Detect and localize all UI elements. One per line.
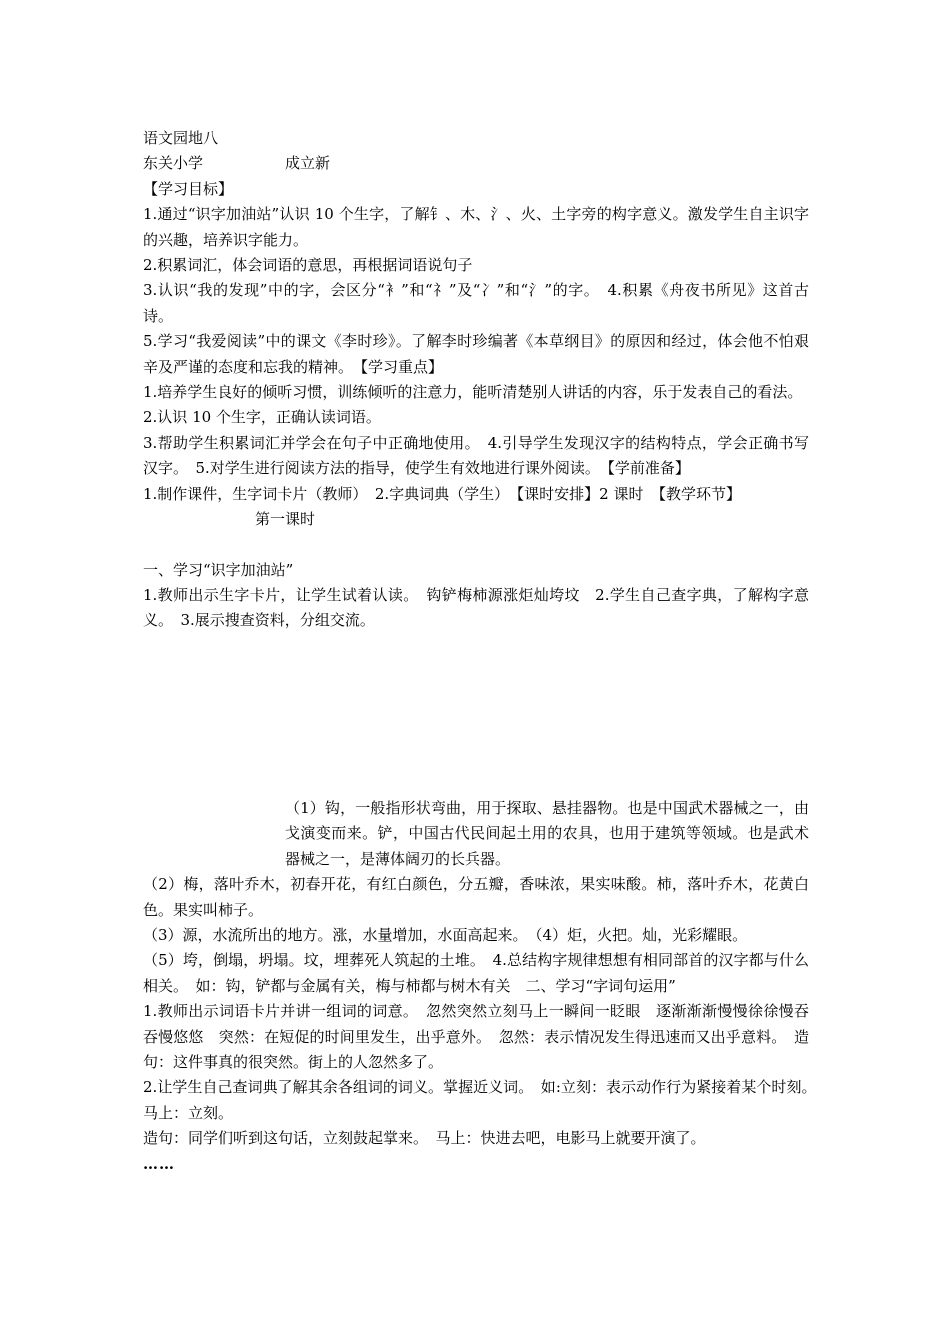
author-name: 成立新 xyxy=(285,154,331,173)
paragraph: 1.通过“识字加油站”认识 10 个生字，了解钅、木、氵、火、土字旁的构字意义。激发学生自主识字的兴趣，培养识字能力。 xyxy=(143,205,809,249)
lesson-heading: 第一课时 xyxy=(255,510,316,529)
paragraph: （5）垮，倒塌，坍塌。坟，埋葬死人筑起的土堆。 4.总结构字规律想想有相同部首的汉字都与什么相关。 如：钩，铲都与金属有关，梅与柿都与树木有关 二、学习“字词句运用” xyxy=(143,951,809,995)
document-body-bottom xyxy=(143,796,825,1177)
doc-byline xyxy=(143,151,809,176)
paragraph: 1.教师出示生字卡片，让学生试着认读。 钩铲梅柿源涨炬灿垮坟 2.学生自己查字典，了解构字意义。 3.展示搜查资料，分组交流。 xyxy=(143,585,809,630)
school-name: 东关小学 xyxy=(143,154,204,173)
paragraph: （2）梅，落叶乔木，初春开花，有红白颜色，分五瓣，香味浓，果实味酸。柿，落叶乔木，花黄白色。果实叫柿子。 xyxy=(143,875,809,919)
paragraph: 2.认识 10 个生字，正确认读词语。 xyxy=(143,408,381,427)
ellipsis: …… xyxy=(143,1154,175,1173)
paragraph: 【学习目标】 xyxy=(143,179,234,198)
paragraph: 1.培养学生良好的倾听习惯，训练倾听的注意力，能听清楚别人讲话的内容，乐于发表自己的看法。 xyxy=(143,383,803,402)
paragraph: 2.积累词汇，体会词语的意思，再根据词语说句子 xyxy=(143,256,473,275)
paragraph: （1）钩，一般指形状弯曲，用于探取、悬挂器物。也是中国武术器械之一，由戈演变而来。铲，中国古代民间起土用的农具，也用于建筑等领域。也是武术器械之一，是薄体阔刃的长兵器。 xyxy=(285,799,809,868)
paragraph: 3.认识“我的发现”中的字，会区分“衤”和“礻”及“冫”和“氵”的字。 4.积累《舟夜书所见》这首古诗。 xyxy=(143,281,809,325)
doc-title: 语文园地八 xyxy=(143,129,219,147)
document-body-top xyxy=(143,126,809,634)
paragraph: 1.教师出示词语卡片并讲一组词的词意。 忽然突然立刻马上一瞬间一眨眼 逐渐渐渐慢慢徐徐慢吞吞慢悠悠 突然：在短促的时间里发生，出乎意外。 忽然：表示情况发生得迅速而又出乎意料。 造句：这件事真的很突然。街上的人忽然多了。 xyxy=(143,1002,809,1072)
paragraph: 造句：同学们听到这句话，立刻鼓起掌来。 马上：快进去吧，电影马上就要开演了。 xyxy=(143,1129,706,1148)
paragraph: （3）源，水流所出的地方。涨，水量增加，水面高起来。 （4）炬，火把。灿，光彩耀眼。 xyxy=(143,926,748,945)
paragraph: 1.制作课件，生字词卡片（教师） 2.字典词典（学生） 【课时安排】2 课时 【教学环节】 xyxy=(143,484,741,503)
paragraph: 2.让学生自己查词典了解其余各组词的词义。掌握近义词。 如:立刻：表示动作行为紧接着某个时刻。 马上：立刻。 xyxy=(143,1078,825,1122)
paragraph: 5.学习“我爱阅读”中的课文《李时珍》。了解李时珍编著《本草纲目》的原因和经过，体会他不怕艰辛及严谨的态度和忘我的精神。 【学习重点】 xyxy=(143,332,809,376)
section-heading: 一、学习“识字加油站” xyxy=(143,560,294,579)
paragraph: 3.帮助学生积累词汇并学会在句子中正确地使用。 4.引导学生发现汉字的结构特点，学会正确书写汉字。 5.对学生进行阅读方法的指导，使学生有效地进行课外阅读。 【学前准备】 xyxy=(143,433,809,478)
